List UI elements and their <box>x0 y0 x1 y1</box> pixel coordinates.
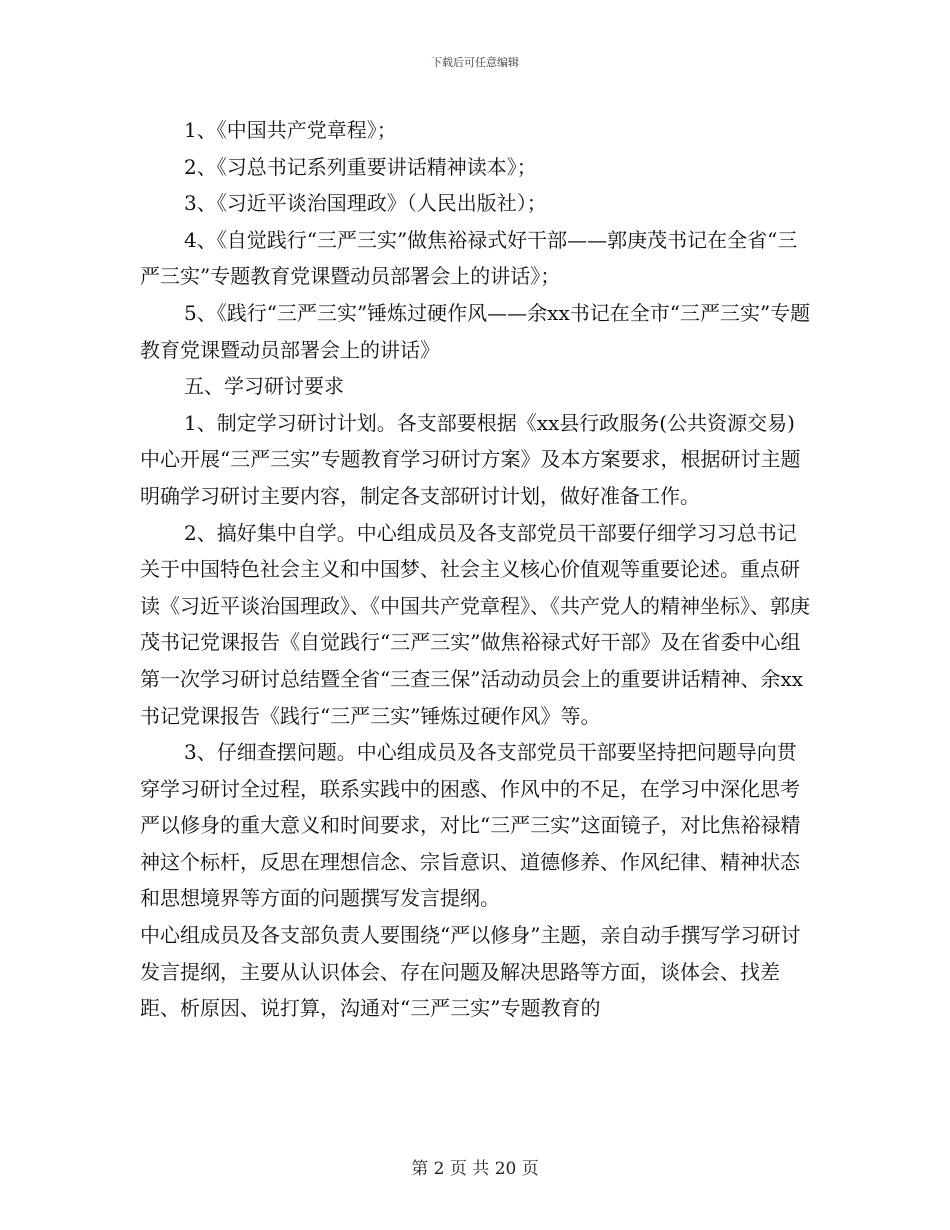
body-paragraph-continuation: 中心组成员及各支部负责人要围绕“严以修身”主题，亲自动手撰写学习研讨发言提纲，主要从认识体会、存在问题及解决思路等方面，谈体会、找差距、析原因、说打算，沟通对“三严三实”专题教育的 <box>140 923 801 1021</box>
section-heading: 五、学习研讨要求 <box>184 374 344 399</box>
requirement-paragraph-3: 3、仔细查摆问题。中心组成员及各支部党员干部要坚持把问题导向贯穿学习研讨全过程，联系实践中的困惑、作风中的不足，在学习中深化思考严以修身的重大意义和时间要求，对比“三严三实”这面镜子，对比焦裕禄精神这个标杆，反思在理想信念、宗旨意识、道德修养、作风纪律、精神状态和思想境界等方面的问题撰写发言提纲。 <box>140 740 801 911</box>
reference-item-1: 1、《中国共产党章程》； <box>184 118 397 142</box>
requirement-paragraph-2: 2、搞好集中自学。中心组成员及各支部党员干部要仔细学习习总书记关于中国特色社会主义和中国梦、社会主义核心价值观等重要论述。重点研读《习近平谈治国理政》、《中国共产党章程》、《共产党人的精神坐标》、郭庚茂书记党课报告《自觉践行“三严三实”做焦裕禄式好干部》及在省委中心组第一次学习研讨总结暨全省“三查三保”活动动员会上的重要讲话精神、余xx书记党课报告《践行“三严三实”锤炼过硬作风》等。 <box>140 520 810 728</box>
reference-item-2: 2、《习总书记系列重要讲话精神读本》； <box>184 154 537 179</box>
reference-item-3: 3、《习近平谈治国理政》（人民出版社）； <box>184 191 547 216</box>
document-body <box>140 112 812 1027</box>
page-header: 下载后可任意编辑 <box>431 56 519 69</box>
page-footer: 第 2 页 共 20 页 <box>411 1159 539 1179</box>
requirement-paragraph-1: 1、制定学习研讨计划。各支部要根据《xx县行政服务(公共资源交易)中心开展“三严三实”专题教育学习研讨方案》及本方案要求，根据研讨主题明确学习研讨主要内容，制定各支部研讨计划，做好准备工作。 <box>140 410 801 508</box>
reference-item-5: 5、《践行“三严三实”锤炼过硬作风——余xx书记在全市“三严三实”专题教育党课暨动员部署会上的讲话》 <box>140 300 811 362</box>
reference-item-4: 4、《自觉践行“三严三实”做焦裕禄式好干部——郭庚茂书记在全省“三严三实”专题教育党课暨动员部署会上的讲话》； <box>140 227 798 289</box>
